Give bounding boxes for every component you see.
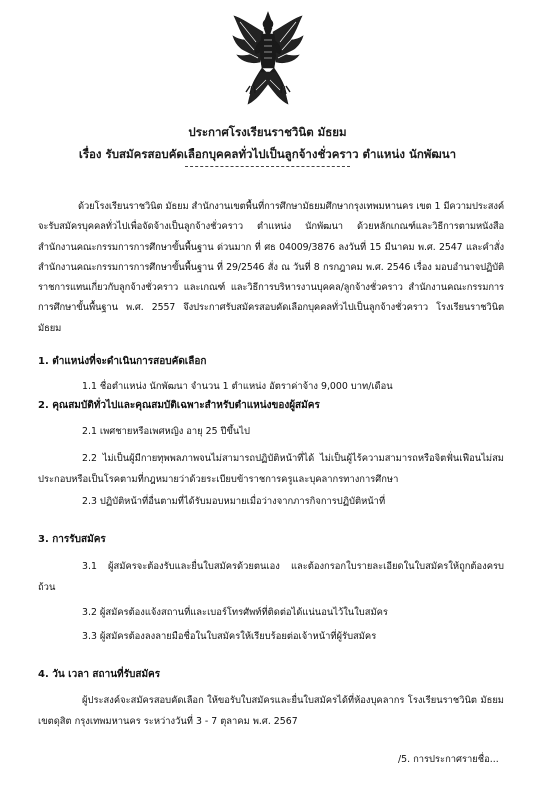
section-1-item: 1.1 ชื่อตำแหน่ง นักพัฒนา จำนวน 1 ตำแหน่ง อัตราค่าจ้าง 9,000 บาท/เดือน <box>82 381 393 392</box>
section-3-item-3: 3.3 ผู้สมัครต้องลงลายมือชื่อในใบสมัครให้เรียบร้อยต่อเจ้าหน้าที่ผู้รับสมัคร <box>82 631 377 642</box>
section-4-heading: 4. วัน เวลา สถานที่รับสมัคร <box>38 669 161 680</box>
section-2-item-2: 2.2 ไม่เป็นผู้มีกายทุพพลภาพจนไม่สามารถปฏิบัติหน้าที่ได้ ไม่เป็นผู้ไร้ความสามารถหรือจิตฟั่นเฟือนไม่สมประกอบหรือเป็นโรคตามที่กฎหมายว่าด้วยระเบียบข้าราชการครูและบุคลากรทางการศึกษา <box>38 453 504 485</box>
section-3-item-1: 3.1 ผู้สมัครจะต้องรับและยื่นใบสมัครด้วยตนเอง และต้องกรอกใบรายละเอียดในใบสมัครให้ถูกต้องครบถ้วน <box>38 561 504 593</box>
section-2-item-3: 2.3 ปฏิบัติหน้าที่อื่นตามที่ได้รับมอบหมายเมื่อว่างจากภารกิจการปฏิบัติหน้าที่ <box>82 496 386 507</box>
continuation-note: /5. การประกาศรายชื่อ... <box>398 754 499 765</box>
section-1-heading: 1. ตำแหน่งที่จะดำเนินการสอบคัดเลือก <box>38 356 207 367</box>
section-3-item-2: 3.2 ผู้สมัครต้องแจ้งสถานที่และเบอร์โทรศัพท์ที่ติดต่อได้แน่นอนไว้ในใบสมัคร <box>82 607 388 618</box>
section-3-heading: 3. การรับสมัคร <box>38 534 106 545</box>
section-4-text: ผู้ประสงค์จะสมัครสอบคัดเลือก ให้ขอรับใบสมัครและยื่นใบสมัครได้ที่ห้องบุคลากร โรงเรียนราชวินิต มัธยม เขตดุสิต กรุงเทพมหานคร ระหว่างวันที่ 3 - 7 ตุลาคม พ.ศ. 2567 <box>38 695 504 727</box>
intro-paragraph: ด้วยโรงเรียนราชวินิต มัธยม สำนักงานเขตพื้นที่การศึกษามัธยมศึกษากรุงเทพมหานคร เขต 1 มีความประสงค์จะรับสมัครบุคคลทั่วไปเพื่อจัดจ้างเป็นลูกจ้างชั่วคราว ตำแหน่ง นักพัฒนา ด้วยหลักเกณฑ์และวิธีการตามหนังสือสำนักงานคณะกรรมการการศึกษาขั้นพื้นฐาน ด่วนมาก ที่ ศธ 04009/3876 ลงวันที่ 15 มีนาคม พ.ศ. 2547 และคำสั่งสำนักงานคณะกรรมการการศึกษาขั้นพื้นฐาน ที่ 29/2546 สั่ง ณ วันที่ 8 กรกฎาคม พ.ศ. 2546 เรื่อง มอบอำนาจปฏิบัติราชการแทนเกี่ยวกับลูกจ้างชั่วคราว และเกณฑ์ และวิธีการบริหารงานบุคคล/ลูกจ้างชั่วคราว สำนักงานคณะกรรมการการศึกษาขั้นพื้นฐาน พ.ศ. 2557 จึงประกาศรับสมัครสอบคัดเลือกบุคคลทั่วไปเป็นลูกจ้างชั่วคราว โรงเรียนราชวินิต มัธยม <box>38 201 504 334</box>
page-title: ประกาศโรงเรียนราชวินิต มัธยม <box>188 125 347 139</box>
dashed-divider <box>185 166 350 167</box>
subject-line: เรื่อง รับสมัครสอบคัดเลือกบุคคลทั่วไปเป็นลูกจ้างชั่วคราว ตำแหน่ง นักพัฒนา <box>78 147 457 161</box>
section-2-heading: 2. คุณสมบัติทั่วไปและคุณสมบัติเฉพาะสำหรับตำแหน่งของผู้สมัคร <box>38 400 320 411</box>
garuda-emblem-icon <box>230 10 306 110</box>
section-2-item-1: 2.1 เพศชายหรือเพศหญิง อายุ 25 ปีขึ้นไป <box>82 426 250 437</box>
